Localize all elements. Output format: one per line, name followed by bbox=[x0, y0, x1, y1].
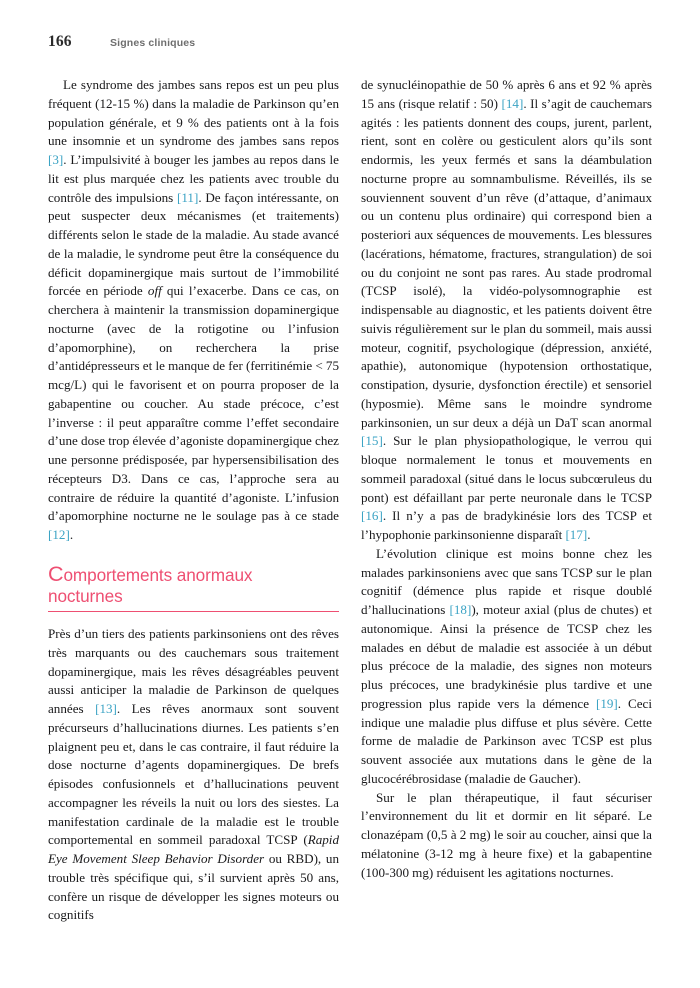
paragraph-reves-anormaux bbox=[48, 625, 339, 925]
reference-13[interactable]: [13] bbox=[95, 701, 117, 717]
text-run: . De façon intéressante, on peut suspecter deux mécanismes (et traitements) différents selon le stade de la maladie. Au stade avancé de la maladie, le syndrome peut être la conséquence du déficit dopaminergique mais surtout de l’immobilité forcée en période bbox=[48, 189, 339, 299]
text-run: de synucléinopathie de 50 % après 6 ans et 92 % après 15 ans (risque relatif : 50) bbox=[361, 77, 652, 111]
heading-line-1: omportements anormaux bbox=[63, 564, 253, 585]
reference-17[interactable]: [17] bbox=[565, 527, 588, 542]
reference-12[interactable]: [12] bbox=[48, 527, 70, 542]
heading-underline-rule bbox=[48, 611, 339, 612]
running-head bbox=[48, 33, 652, 55]
text-run: L’évolution clinique est moins bonne chez les malades parkinsoniens avec que sans TCSP sur le plan cognitif (démence plus rapide et risque doublé d’hallucinations bbox=[361, 545, 652, 617]
reference-16[interactable]: [16] bbox=[361, 508, 383, 524]
paragraph-plan-therapeutique bbox=[361, 789, 652, 883]
text-run: . Il s’agit de cauchemars agités : les patients donnent des coups, jurent, parlent, rient, sont en colère ou gesticulent alors qu’ils sont endormis, les yeux fermés et sans la déambulation nocturne propre au somnambulisme. Réveillés, ils se souviennent souvent d’un rêve (d’attaque, d’animaux ou un contenu plus ordinaire) qui correspond bien a posteriori aux séquences de mouvements. Les blessures (lacérations, hématome, fractures, strangulation) de soi ou du conjoint ne sont pas rares. Au stade prodromal (TCSP isolé), la vidéo-polysomnographie est indispensable au diagnostic, et les patients doivent être suivis régulièrement sur le plan du sommeil, mais aussi moteur, cognitif, psychologique (dépression, anxiété, apathie), autonomique (hypotension orthostatique, constipation, dysurie, dysfonction érectile) et sensoriel (hyposmie). Même sans le moindre syndrome parkinsonien, un sur deux a déjà un DaT scan anormal bbox=[361, 95, 652, 430]
page-columns bbox=[48, 76, 652, 925]
reference-14[interactable]: [14] bbox=[501, 95, 524, 111]
italic-rbd-full-name: Rapid Eye Movement Sleep Behavior Disorder bbox=[48, 832, 339, 867]
left-column bbox=[48, 76, 339, 925]
page-number: 166 bbox=[48, 33, 72, 50]
text-run: . bbox=[69, 527, 74, 542]
text-run: Le syndrome des jambes sans repos est un peu plus fréquent (12-15 %) dans la maladie de Parkinson qu’en population générale, et 9 % des patients ont à la fois une insomnie et un syndrome des jambes sans repos bbox=[48, 77, 339, 149]
paragraph-evolution-clinique bbox=[361, 545, 652, 789]
reference-3[interactable]: [3] bbox=[48, 152, 64, 167]
right-column bbox=[361, 76, 652, 925]
text-run: ), moteur axial (plus de chutes) et autonomique. Ainsi la présence de TCSP chez les malades en début de maladie est associée à un début plus précoce de la maladie, des signes non moteurs plus précoces, une bradykinésie plus tardive et une progression plus rapide vers la démence bbox=[361, 602, 652, 711]
text-run: Près d’un tiers des patients parkinsoniens ont des rêves très marquants ou des cauchemars sous traitement dopaminergique, mais les rêves désagréables peuvent aussi anticiper la maladie de Parkinson de quelques années bbox=[48, 626, 339, 717]
text-run: . Les rêves anormaux sont souvent précurseurs d’hallucinations diurnes. Les patients s’en plaignent peu et, dans le cas contraire, il faut réduire la dose nocturne d’agents dopaminergiques. De brefs épisodes confusionnels et d’hallucinations peuvent accompagner les réveils la nuit ou lors des siestes. La manifestation cardinale de la maladie est le trouble comportemental en sommeil paradoxal TCSP ( bbox=[48, 701, 339, 848]
text-run: . bbox=[587, 527, 591, 542]
text-run: qui l’exacerbe. Dans ce cas, on cherchera à maintenir la transmission dopaminergique nocturne (avec de la rotigotine ou l’infusion d’apomorphine), on recherchera la prise d’antidépresseurs et le manque de fer (ferritinémie < 75 mcg/L) qui le favorisent et on pourra proposer de la gabapentine ou coucher. Au stade précoce, c’est l’inverse : il peut apparaître comme l’effet secondaire d’une dose trop élevée d’agoniste dopaminergique chez une personne prédisposée, par hypersensibilisation des récepteurs D3. Dans ce cas, l’approche sera au contraire de réduire la quantité d’agoniste. L’infusion d’apomorphine nocturne ne le soulage pas à ce stade bbox=[48, 283, 339, 524]
paragraph-tcsp-description bbox=[361, 76, 652, 545]
text-run: . L’impulsivité à bouger les jambes au repos dans le lit est plus marquée chez les patients avec trouble du contrôle des impulsions bbox=[48, 152, 339, 205]
text-run: ou RBD), un trouble très spécifique qui, s’il survient après 50 ans, confère un risque de développer les signes moteurs ou cognitifs bbox=[48, 851, 340, 923]
heading-line-2: nocturnes bbox=[48, 585, 123, 606]
reference-15[interactable]: [15] bbox=[361, 433, 383, 449]
paragraph-restless-legs bbox=[48, 76, 339, 545]
text-run: Sur le plan thérapeutique, il faut sécuriser l’environnement du lit et dormir en lit séparé. Le clonazépam (0,5 à 2 mg) le soir au coucher, ainsi que la mélatonine (3-12 mg à heure fixe) et la gabapentine (100-300 mg) réduisent les agitations nocturnes. bbox=[361, 789, 652, 880]
heading-drop-cap: C bbox=[48, 561, 64, 586]
reference-18[interactable]: [18] bbox=[449, 602, 472, 617]
text-run: . Ceci indique une maladie plus diffuse et plus sévère. Cette forme de maladie de Parkinson avec TCSP est plus souvent associée aux mutations dans le gène de la glucocérébrosidase (maladie de Gaucher). bbox=[361, 695, 652, 786]
text-run: . Il n’y a pas de bradykinésie lors des TCSP et l’hypophonie parkinsonienne disparaît bbox=[361, 508, 652, 542]
italic-off: off bbox=[147, 283, 162, 299]
running-head-title: Signes cliniques bbox=[110, 37, 196, 49]
reference-19[interactable]: [19] bbox=[595, 695, 618, 711]
reference-11[interactable]: [11] bbox=[176, 189, 199, 205]
text-run: . Sur le plan physiopathologique, le verrou qui bloque normalement le tonus et mouvements en sommeil paradoxal (situé dans le locus subcœruleus du pont) est défaillant par perte neuronale dans le TCSP bbox=[361, 433, 652, 505]
section-heading-comportements-anormaux-nocturnes bbox=[48, 561, 339, 607]
